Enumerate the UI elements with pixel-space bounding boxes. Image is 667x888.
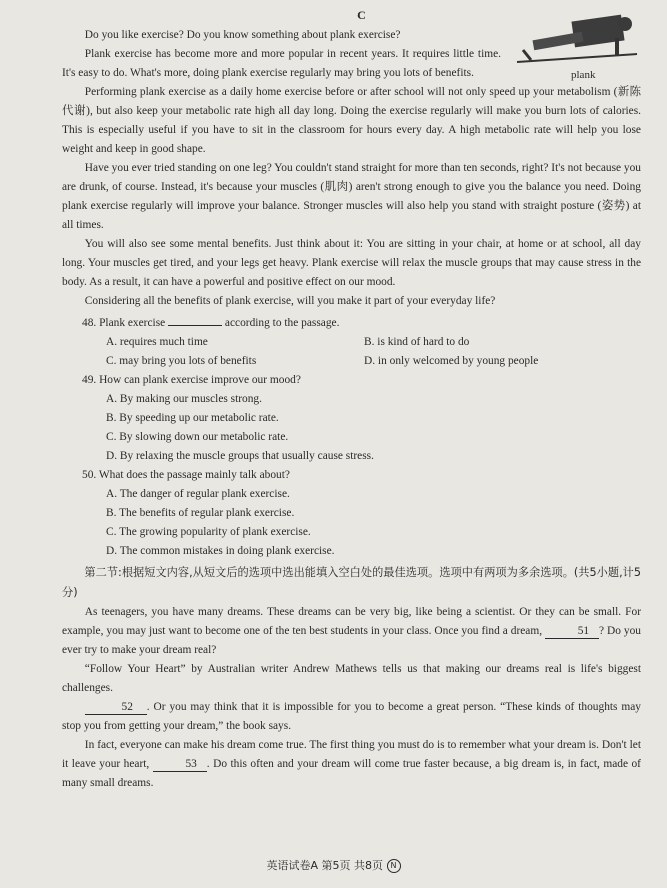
- q48-option-b[interactable]: B. is kind of hard to do: [364, 336, 470, 348]
- q50-option-a[interactable]: A. The danger of regular plank exercise.: [106, 488, 290, 500]
- q49-option-c[interactable]: C. By slowing down our metabolic rate.: [106, 431, 289, 443]
- section-letter: C: [357, 8, 366, 22]
- section-2-paragraph-2: “Follow Your Heart” by Australian writer Andrew Mathews tells us that making our dreams real is life's biggest challenges.: [62, 663, 641, 694]
- question-50: 50. What does the passage mainly talk about?: [82, 469, 290, 481]
- q48-options-row-1: [62, 333, 641, 352]
- page-footer: [0, 856, 667, 875]
- q48-stem-end: according to the passage.: [224, 317, 340, 329]
- section-2-paragraph-1: [62, 603, 641, 660]
- q50-option-d[interactable]: D. The common mistakes in doing plank exercise.: [106, 545, 335, 557]
- plank-icon: [513, 10, 641, 70]
- s2p1-text-end: ? Do you ever try to make your dream real?: [62, 625, 641, 656]
- q48-options-row-2: [62, 352, 641, 371]
- q50-option-b[interactable]: B. The benefits of regular plank exercise.: [106, 507, 295, 519]
- s2p1-text: As teenagers, you have many dreams. These dreams can be very big, like being a scientist. Or they can be small. For example, you may just want to become one of the ten best students in your class. Once you find a dream,: [62, 606, 641, 637]
- paragraph-6: Considering all the benefits of plank exercise, will you make it part of your everyday life?: [84, 295, 496, 307]
- blank-53[interactable]: 53: [153, 757, 207, 772]
- paragraph-1: Do you like exercise? Do you know something about plank exercise?: [84, 29, 401, 41]
- q49-option-a[interactable]: A. By making our muscles strong.: [106, 393, 262, 405]
- q49-option-b[interactable]: B. By speeding up our metabolic rate.: [106, 412, 279, 424]
- paragraph-2: Plank exercise has become more and more popular in recent years. It requires little time. It's easy to do. What's more, doing plank exercise regularly may bring you lots of benefits.: [62, 48, 501, 79]
- s2p4-text-end: . Do this often and your dream will come true faster because, a big dream is, in fact, made of many small dreams.: [62, 758, 641, 789]
- question-49: 49. How can plank exercise improve our mood?: [82, 374, 301, 386]
- blank-52[interactable]: 52: [85, 700, 147, 715]
- s2p3-text: . Or you may think that it is impossible for you to become a great person. “These kinds of thoughts may stop you from getting your dream,” the book says.: [62, 701, 641, 732]
- section-2-paragraph-4: [62, 736, 641, 793]
- question-48: [62, 311, 641, 333]
- q48-blank[interactable]: [168, 311, 222, 326]
- plank-caption: plank: [571, 69, 596, 81]
- s2p4-text: In fact, everyone can make his dream come true. The first thing you must do is to remember what your dream is. Don't let it leave your heart,: [62, 739, 641, 770]
- paragraph-4: Have you ever tried standing on one leg? You couldn't stand straight for more than ten seconds, right? It's not because you are drunk, of course. Instead, it's because your muscles (肌肉) aren't strong enough to give you the balance you need. Doing plank exercise regularly will improve your balance. Stronger muscles will also help you stand with straight posture (姿势) at all times.: [62, 162, 641, 231]
- q48-option-a[interactable]: A. requires much time: [106, 336, 208, 348]
- q49-option-d[interactable]: D. By relaxing the muscle groups that usually cause stress.: [106, 450, 374, 462]
- circled-n-icon: N: [387, 859, 401, 873]
- paragraph-3: Performing plank exercise as a daily home exercise before or after school will not only speed up your metabolism (新陈代谢), but also keep your metabolic rate high all day long. Doing the exercise regularly will make you burn lots of calories. This is especially useful if you have to sit in the classroom for hours every day. A high metabolic rate will help you lose weight and keep in good shape.: [62, 86, 641, 155]
- q48-stem-start: 48. Plank exercise: [82, 317, 166, 329]
- blank-51[interactable]: 51: [545, 624, 599, 639]
- q50-option-c[interactable]: C. The growing popularity of plank exercise.: [106, 526, 311, 538]
- q48-option-d[interactable]: D. in only welcomed by young people: [364, 355, 539, 367]
- section-2-instructions: 第二节:根据短文内容,从短文后的选项中选出能填入空白处的最佳选项。选项中有两项为多余选项。(共5小题,计5分): [62, 566, 641, 599]
- section-2-paragraph-3: [62, 698, 641, 736]
- paragraph-5: You will also see some mental benefits. Just think about it: You are sitting in your chair, at home or at school, all day long. Your muscles get tired, and your legs get heavy. Plank exercise will relax the muscle groups that may cause stress in the body. As a result, it can have a powerful and positive effect on our mood.: [62, 238, 641, 288]
- q48-option-c[interactable]: C. may bring you lots of benefits: [106, 355, 257, 367]
- plank-exercise-illustration: [513, 10, 641, 88]
- footer-text: 英语试卷A 第5页 共8页: [266, 859, 383, 872]
